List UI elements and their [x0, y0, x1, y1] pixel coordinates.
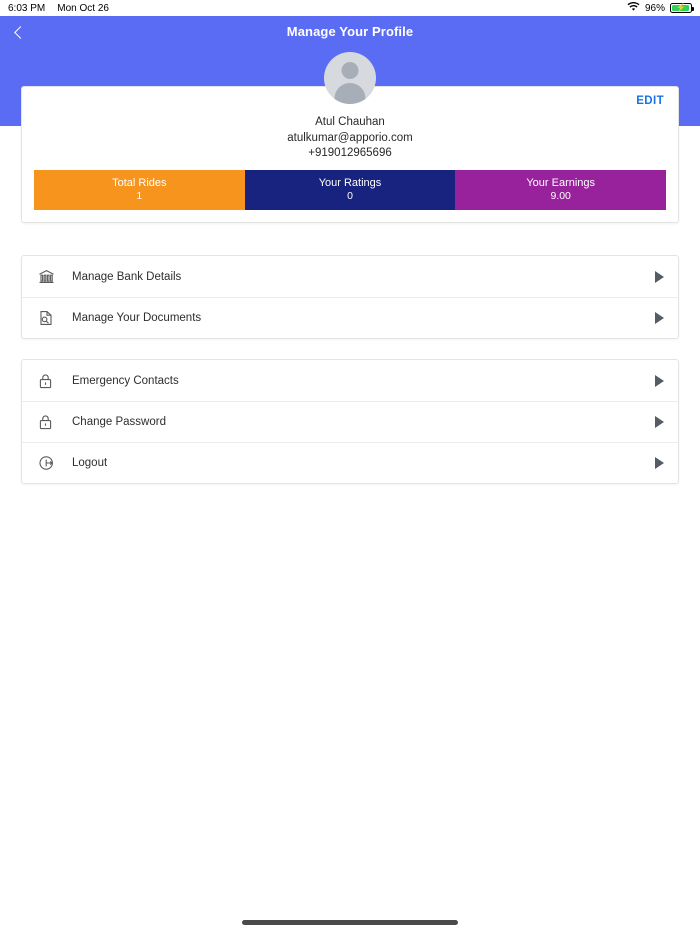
stat-your-earnings-value: 9.00	[550, 189, 571, 202]
menu-item-manage-your-documents[interactable]	[22, 297, 678, 338]
profile-stats	[22, 170, 678, 222]
menu-item-label: Manage Your Documents	[72, 312, 202, 324]
chevron-right-icon	[655, 375, 664, 387]
page-title: Manage Your Profile	[286, 23, 414, 39]
battery-charging-icon: ⚡	[670, 3, 692, 13]
home-indicator[interactable]	[242, 920, 458, 925]
chevron-right-icon	[655, 457, 664, 469]
edit-profile-button[interactable]: EDIT	[636, 95, 664, 107]
stat-your-ratings	[245, 170, 456, 210]
chevron-right-icon	[655, 271, 664, 283]
profile-email: atulkumar@apporio.com	[287, 131, 413, 144]
menu-item-change-password[interactable]	[22, 401, 678, 442]
menu-item-label: Manage Bank Details	[72, 270, 182, 283]
stat-your-ratings-label: Your Ratings	[318, 176, 382, 189]
stat-your-earnings-label: Your Earnings	[526, 176, 596, 189]
status-date: Mon Oct 26	[57, 2, 109, 14]
menu-item-label: Emergency Contacts	[72, 374, 179, 387]
logout-icon	[38, 455, 62, 471]
menu-item-label: Logout	[72, 457, 108, 469]
stat-total-rides-label: Total Rides	[112, 176, 167, 189]
wifi-icon	[627, 2, 640, 15]
stat-total-rides	[34, 170, 245, 210]
chevron-right-icon	[655, 416, 664, 428]
menu-item-logout[interactable]	[22, 442, 678, 483]
lock-icon	[38, 414, 62, 430]
stat-your-ratings-value: 0	[347, 189, 353, 202]
battery-percent-label: 96%	[644, 2, 665, 14]
menu-group-security	[21, 359, 679, 484]
status-bar-right	[627, 2, 692, 15]
menu-group-account	[21, 255, 679, 339]
profile-phone: +919012965696	[308, 147, 392, 159]
status-time: 6:03 PM	[8, 2, 46, 14]
bank-icon	[38, 269, 62, 285]
avatar-container	[0, 52, 700, 104]
back-button[interactable]	[6, 20, 32, 44]
document-search-icon	[38, 310, 62, 326]
menu-item-label: Change Password	[72, 416, 166, 428]
lock-icon	[38, 373, 62, 389]
menu-item-emergency-contacts[interactable]	[22, 360, 678, 401]
stat-total-rides-value: 1	[136, 189, 143, 202]
menu-item-manage-bank-details[interactable]	[22, 256, 678, 297]
status-bar	[0, 0, 700, 16]
chevron-left-icon	[14, 26, 27, 39]
header-bar	[0, 16, 700, 46]
profile-card	[21, 86, 679, 223]
chevron-right-icon	[655, 312, 664, 324]
profile-name: Atul Chauhan	[315, 116, 385, 128]
status-bar-left	[8, 3, 109, 14]
profile-info	[22, 115, 678, 170]
user-avatar-placeholder-icon	[324, 52, 376, 104]
stat-your-earnings	[455, 170, 666, 210]
